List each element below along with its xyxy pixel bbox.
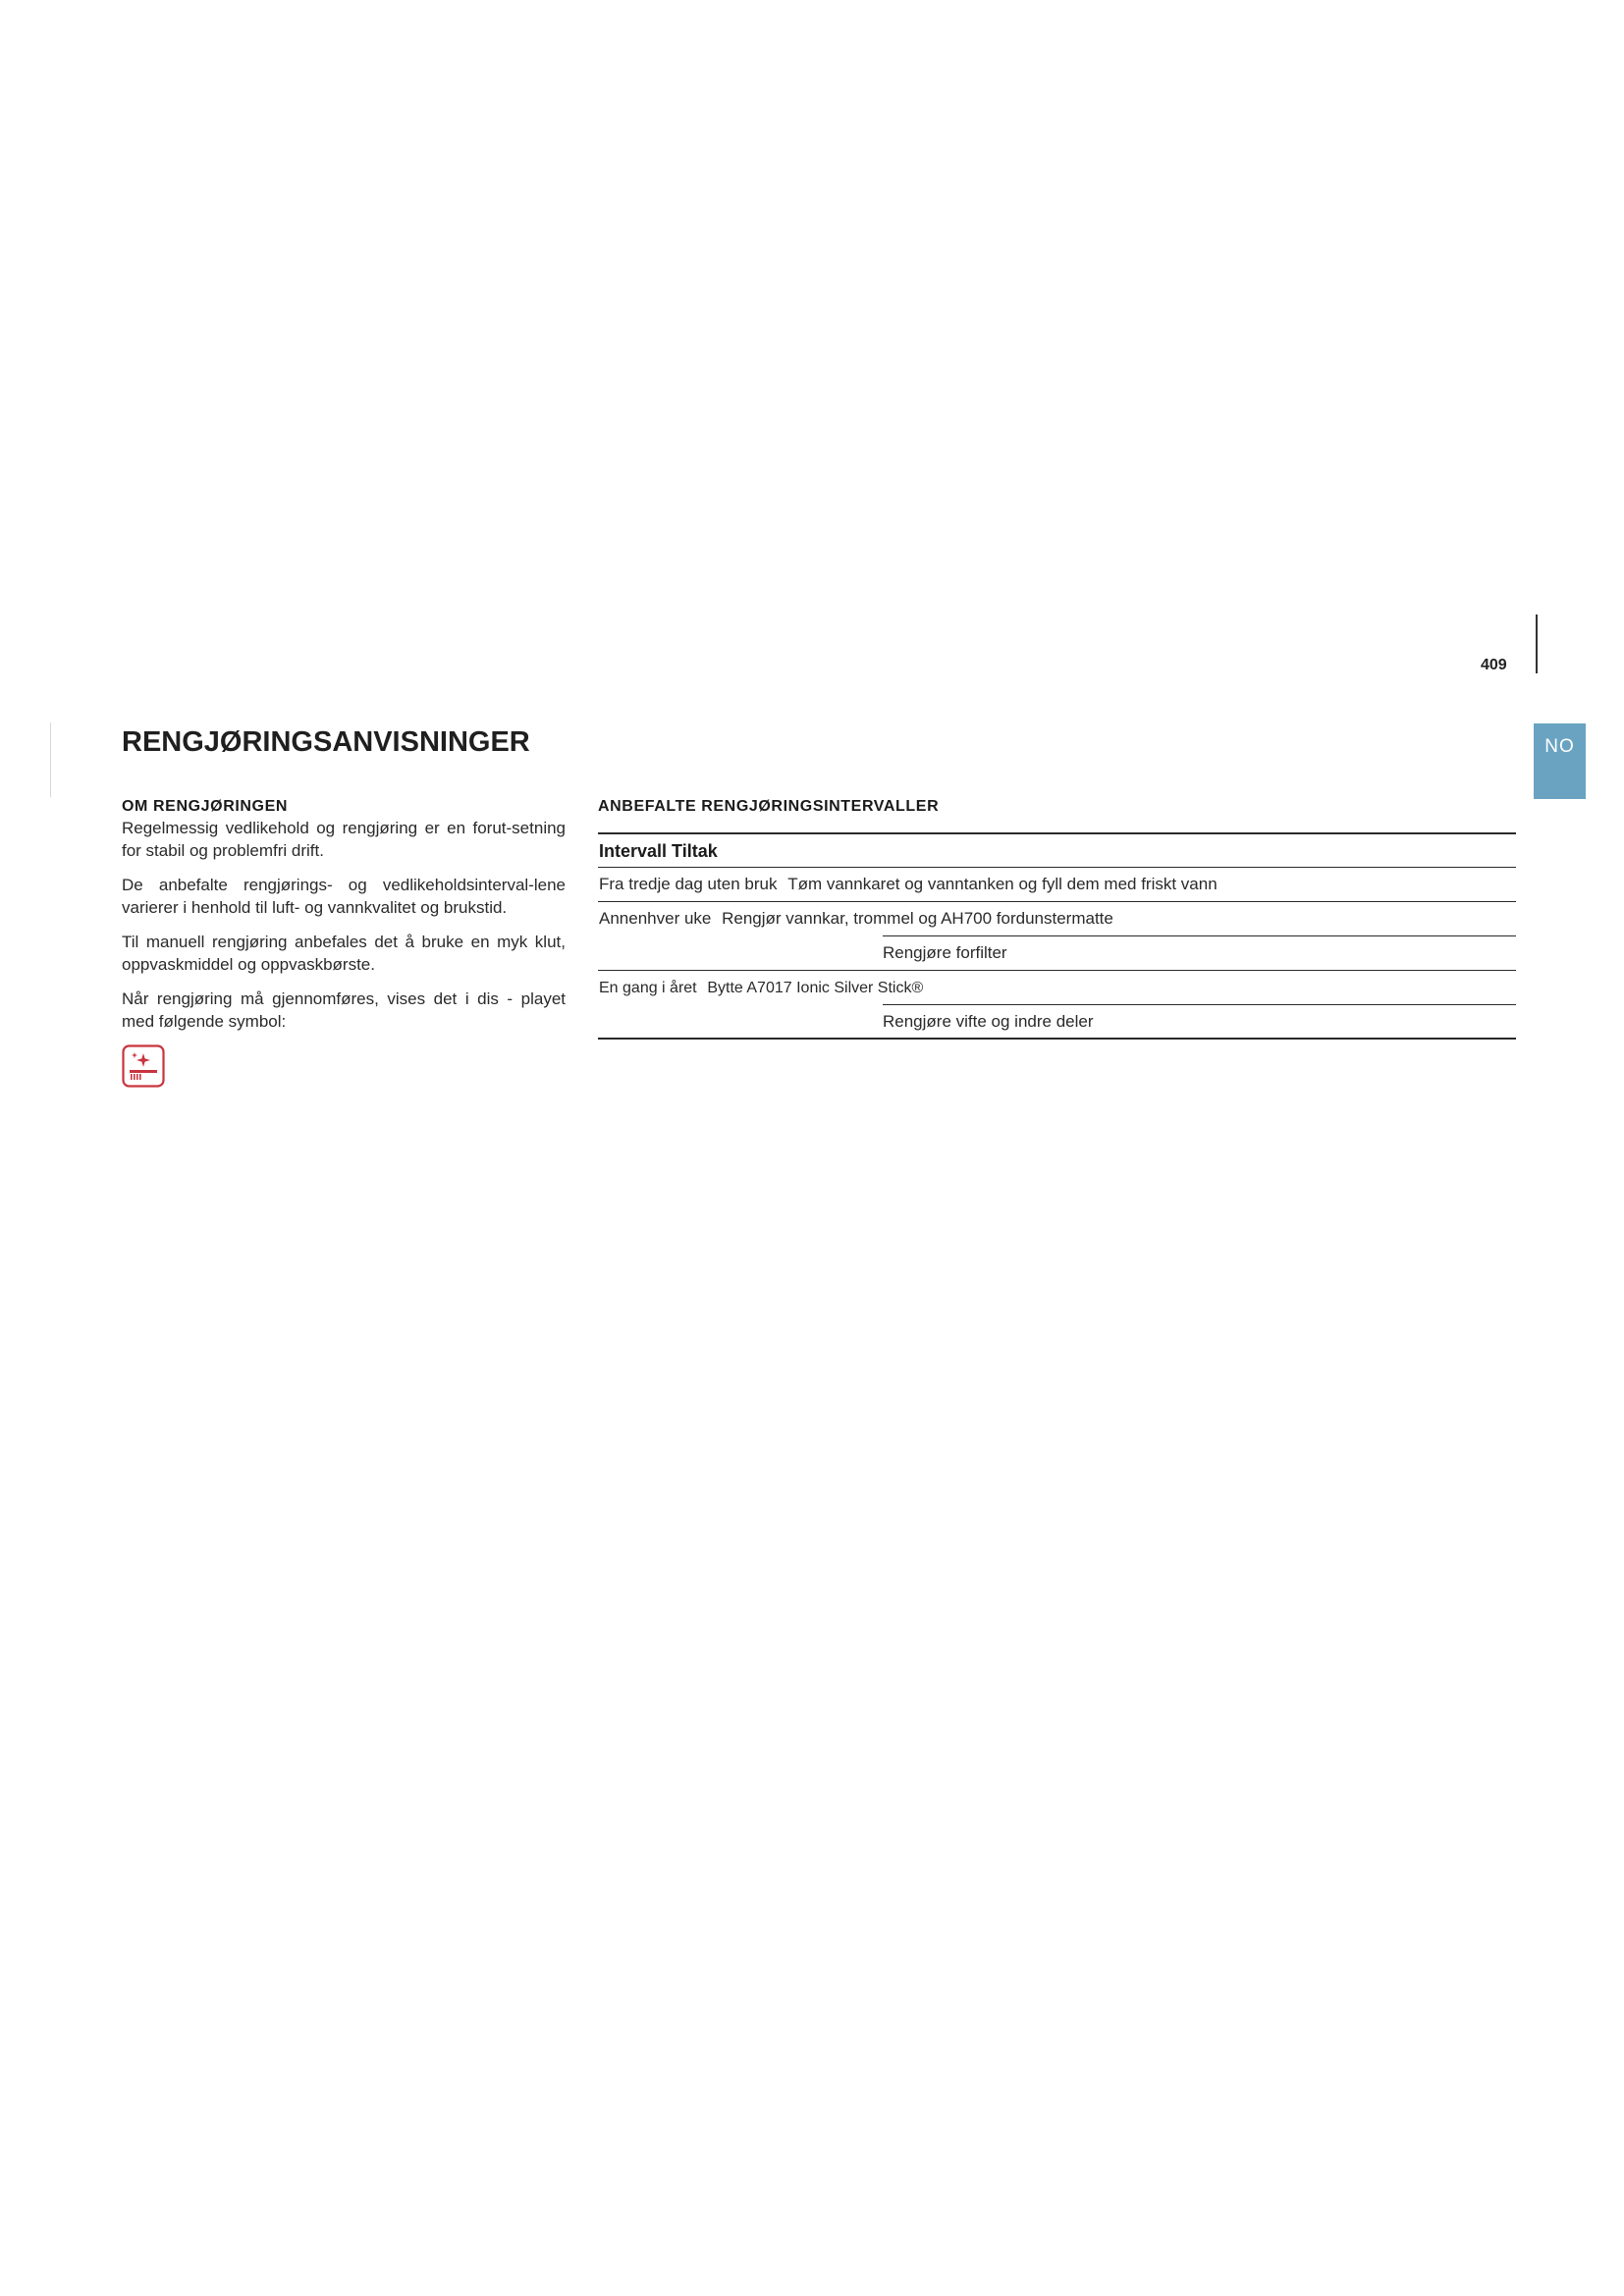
section-heading-intervals: ANBEFALTE RENGJØRINGSINTERVALLER (598, 798, 940, 815)
action-cell: Rengjør vannkar, trommel og AH700 fordunstermatte (722, 909, 1113, 928)
cleaning-intervals-section (598, 797, 1516, 1040)
interval-paragraph: De anbefalte rengjørings- og vedlikeholdsinterval-lene varierer i henhold til luft- og vannkvalitet og brukstid. (122, 876, 566, 917)
table-row (598, 936, 1516, 971)
action-cell: Tøm vannkaret og vanntanken og fyll dem med friskt vann (787, 875, 1218, 893)
cleaning-intro-section (122, 797, 566, 1088)
intro-paragraph: Regelmessig vedlikehold og rengjøring er en forut-setning for stabil og problemfri drift. (122, 819, 566, 860)
action-cell: Rengjøre forfilter (883, 943, 1007, 962)
page-title: RENGJØRINGSANVISNINGER (122, 726, 530, 758)
display-symbol-paragraph: Når rengjøring må gjennomføres, vises det i dis - playet med følgende symbol: (122, 989, 566, 1031)
interval-cell: En gang i året (599, 980, 697, 996)
action-cell: Rengjøre vifte og indre deler (883, 1012, 1094, 1031)
action-cell: Bytte A7017 Ionic Silver Stick® (707, 980, 924, 996)
page-number-rule (1536, 614, 1538, 673)
table-row (598, 971, 1516, 1005)
interval-cell: Fra tredje dag uten bruk (599, 875, 778, 893)
interval-table (598, 832, 1516, 1040)
interval-cell: Annenhver uke (599, 909, 712, 928)
page-number: 409 (1481, 657, 1507, 673)
language-tab: NO (1534, 723, 1586, 799)
table-row (598, 1005, 1516, 1040)
table-row (598, 902, 1516, 936)
manual-cleaning-paragraph: Til manuell rengjøring anbefales det å bruke en myk klut, oppvaskmiddel og oppvaskbørste. (122, 933, 566, 974)
section-heading-about-cleaning: OM RENGJØRINGEN (122, 798, 289, 815)
table-row (598, 868, 1516, 902)
margin-rule (50, 722, 51, 797)
cleaning-brush-sparkle-icon (122, 1044, 165, 1088)
table-header: Intervall Tiltak (598, 834, 1516, 868)
